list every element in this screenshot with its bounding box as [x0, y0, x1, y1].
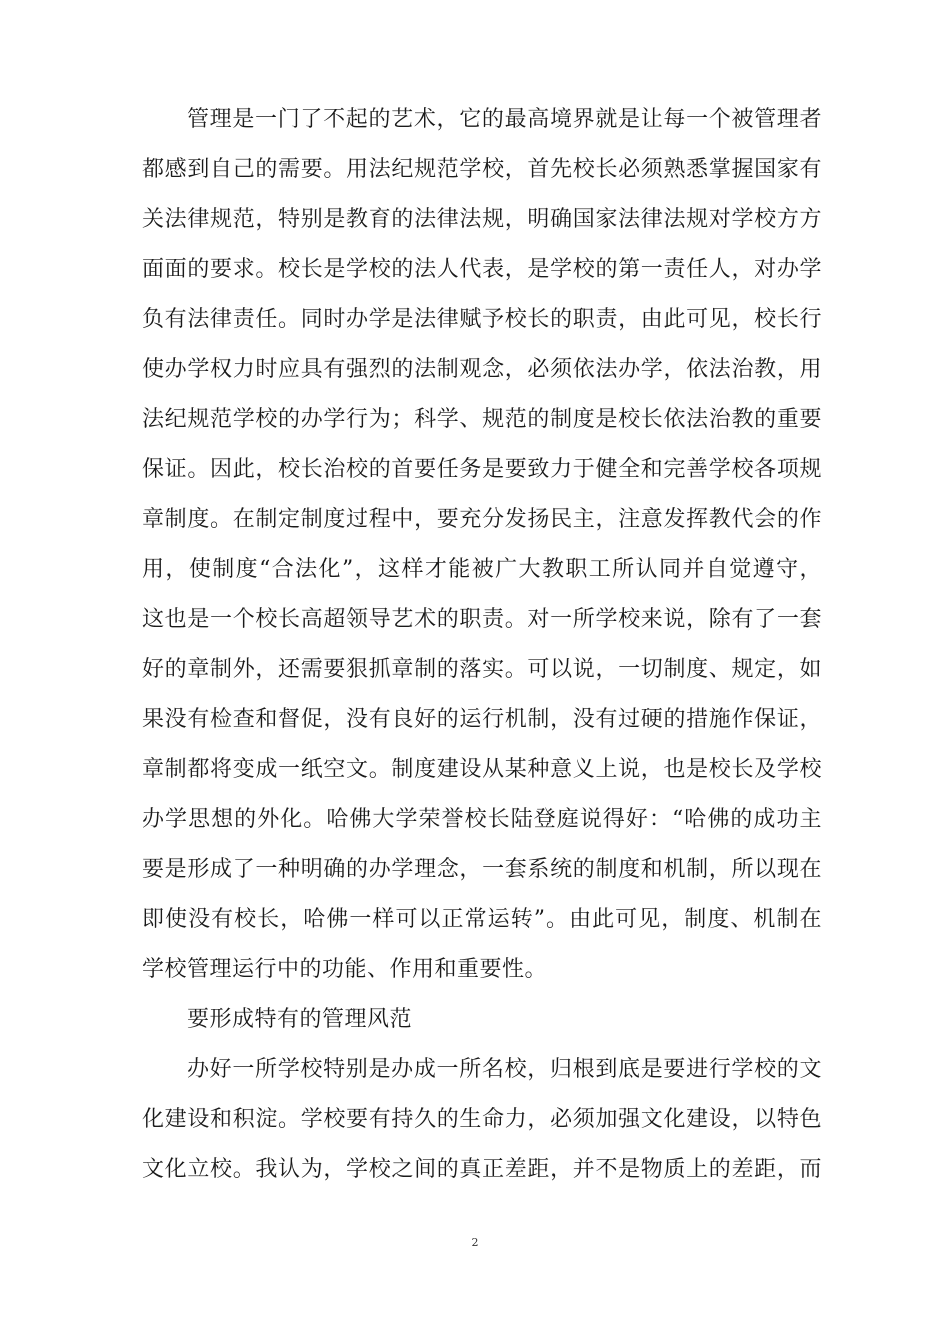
text-line: 学校管理运行中的功能、作用和重要性。 [142, 957, 548, 982]
text-line: 文化立校。我认为，学校之间的真正差距，并不是物质上的差距，而 [142, 1157, 822, 1182]
text-line: 面面的要求。校长是学校的法人代表，是学校的第一责任人，对办学 [142, 257, 822, 282]
section-heading: 要形成特有的管理风范 [187, 1007, 413, 1032]
text-line: 这也是一个校长高超领导艺术的职责。对一所学校来说，除有了一套 [142, 607, 822, 632]
text-line: 要是形成了一种明确的办学理念，一套系统的制度和机制，所以现在 [142, 857, 822, 882]
text-line: 章制度。在制定制度过程中，要充分发扬民主，注意发挥教代会的作 [142, 507, 822, 532]
text-line: 即使没有校长，哈佛一样可以正常运转”。由此可见，制度、机制在 [142, 907, 822, 932]
text-line: 使办学权力时应具有强烈的法制观念，必须依法办学，依法治教，用 [142, 357, 822, 382]
text-line: 果没有检查和督促，没有良好的运行机制，没有过硬的措施作保证， [142, 707, 822, 732]
text-line: 办学思想的外化。哈佛大学荣誉校长陆登庭说得好：“哈佛的成功主 [142, 807, 822, 832]
text-line: 办好一所学校特别是办成一所名校，归根到底是要进行学校的文 [187, 1057, 822, 1082]
text-line: 管理是一门了不起的艺术，它的最高境界就是让每一个被管理者 [187, 107, 822, 132]
text-line: 用，使制度“合法化”，这样才能被广大教职工所认同并自觉遵守， [142, 557, 822, 582]
page-number: 2 [471, 1236, 479, 1249]
text-line: 好的章制外，还需要狠抓章制的落实。可以说，一切制度、规定，如 [142, 657, 822, 682]
text-line: 法纪规范学校的办学行为；科学、规范的制度是校长依法治教的重要 [142, 407, 822, 432]
text-line: 负有法律责任。同时办学是法律赋予校长的职责，由此可见，校长行 [142, 307, 822, 332]
text-line: 保证。因此，校长治校的首要任务是要致力于健全和完善学校各项规 [142, 457, 822, 482]
text-line: 章制都将变成一纸空文。制度建设从某种意义上说，也是校长及学校 [142, 757, 822, 782]
text-line: 都感到自己的需要。用法纪规范学校，首先校长必须熟悉掌握国家有 [142, 157, 822, 182]
text-line: 化建设和积淀。学校要有持久的生命力，必须加强文化建设，以特色 [142, 1107, 822, 1132]
text-line: 关法律规范，特别是教育的法律法规，明确国家法律法规对学校方方 [142, 207, 822, 232]
